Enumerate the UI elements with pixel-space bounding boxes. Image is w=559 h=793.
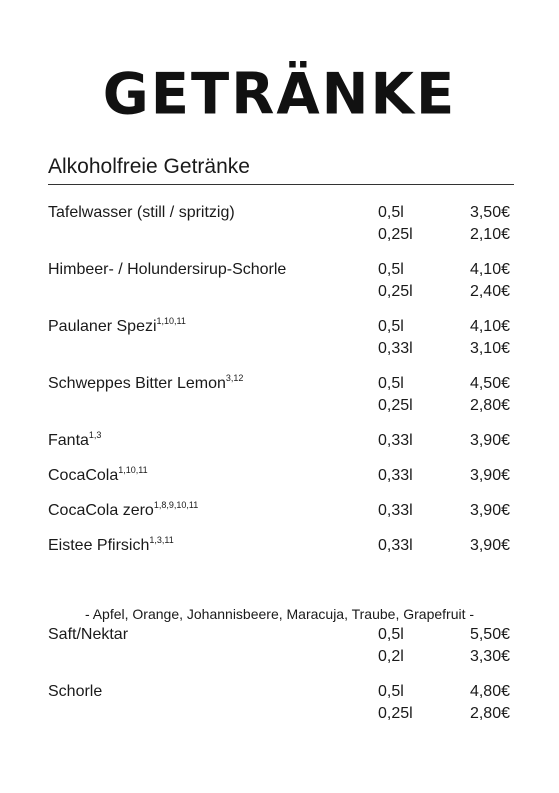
item-price: 2,80€ bbox=[469, 705, 510, 722]
item-price: 3,90€ bbox=[469, 467, 510, 484]
item-price: 2,40€ bbox=[469, 283, 510, 300]
item-name: Schweppes Bitter Lemon$^{3,12}$ bbox=[48, 373, 244, 392]
item-volume: 0,33l bbox=[378, 537, 413, 554]
item-price: 4,80€ bbox=[469, 683, 510, 700]
item-volume: 0,33l bbox=[378, 467, 413, 484]
item-name: Eistee Pfirsich$^{1,3,11}$ bbox=[48, 535, 174, 554]
menu-row bbox=[48, 224, 514, 246]
menu-row bbox=[48, 338, 514, 360]
section-divider bbox=[48, 184, 514, 185]
menu-row bbox=[48, 395, 514, 417]
item-volume: 0,33l bbox=[378, 340, 413, 357]
menu-row bbox=[48, 202, 514, 224]
menu-row bbox=[48, 535, 514, 557]
item-price: 5,50€ bbox=[469, 626, 510, 643]
menu-row bbox=[48, 316, 514, 338]
item-volume: 0,25l bbox=[378, 397, 413, 414]
item-name: Saft/Nektar bbox=[48, 626, 129, 643]
menu-row bbox=[48, 646, 514, 668]
menu-row bbox=[48, 465, 514, 487]
item-volume: 0,5l bbox=[378, 204, 404, 221]
item-volume: 0,33l bbox=[378, 432, 413, 449]
item-volume: 0,5l bbox=[378, 375, 404, 392]
item-volume: 0,5l bbox=[378, 626, 404, 643]
item-volume: 0,25l bbox=[378, 283, 413, 300]
item-volume: 0,2l bbox=[378, 648, 404, 665]
menu-row bbox=[48, 281, 514, 303]
menu-row bbox=[48, 259, 514, 281]
menu-row bbox=[48, 500, 514, 522]
section-title: Alkoholfreie Getränke bbox=[48, 155, 250, 178]
page-title: GETRÄNKE bbox=[102, 61, 457, 128]
item-volume: 0,25l bbox=[378, 226, 413, 243]
item-price: 3,10€ bbox=[469, 340, 510, 357]
item-name: Fanta$^{1,3}$ bbox=[48, 430, 102, 449]
item-price: 2,10€ bbox=[469, 226, 510, 243]
item-name: Schorle bbox=[48, 683, 103, 700]
item-price: 3,90€ bbox=[469, 502, 510, 519]
item-name: CocaCola$^{1,10,11}$ bbox=[48, 465, 148, 484]
item-price: 3,30€ bbox=[469, 648, 510, 665]
menu-row bbox=[48, 681, 514, 703]
item-price: 4,10€ bbox=[469, 261, 510, 278]
item-price: 3,50€ bbox=[469, 204, 510, 221]
menu-row bbox=[48, 703, 514, 725]
item-price: 4,50€ bbox=[469, 375, 510, 392]
item-volume: 0,33l bbox=[378, 502, 413, 519]
menu-row bbox=[48, 430, 514, 452]
item-name: Himbeer- / Holundersirup-Schorle bbox=[48, 261, 287, 278]
item-price: 4,10€ bbox=[469, 318, 510, 335]
juice-flavors-note: - Apfel, Orange, Johannisbeere, Maracuja, Traube, Grapefruit - bbox=[84, 606, 475, 622]
item-price: 2,80€ bbox=[469, 397, 510, 414]
item-name: CocaCola zero$^{1,8,9,10,11}$ bbox=[48, 500, 199, 519]
menu-row bbox=[48, 373, 514, 395]
item-volume: 0,25l bbox=[378, 705, 413, 722]
item-volume: 0,5l bbox=[378, 318, 404, 335]
item-name: Paulaner Spezi$^{1,10,11}$ bbox=[48, 316, 186, 335]
menu-row bbox=[48, 624, 514, 646]
item-price: 3,90€ bbox=[469, 537, 510, 554]
item-volume: 0,5l bbox=[378, 261, 404, 278]
item-volume: 0,5l bbox=[378, 683, 404, 700]
item-price: 3,90€ bbox=[469, 432, 510, 449]
item-name: Tafelwasser (still / spritzig) bbox=[48, 204, 235, 221]
